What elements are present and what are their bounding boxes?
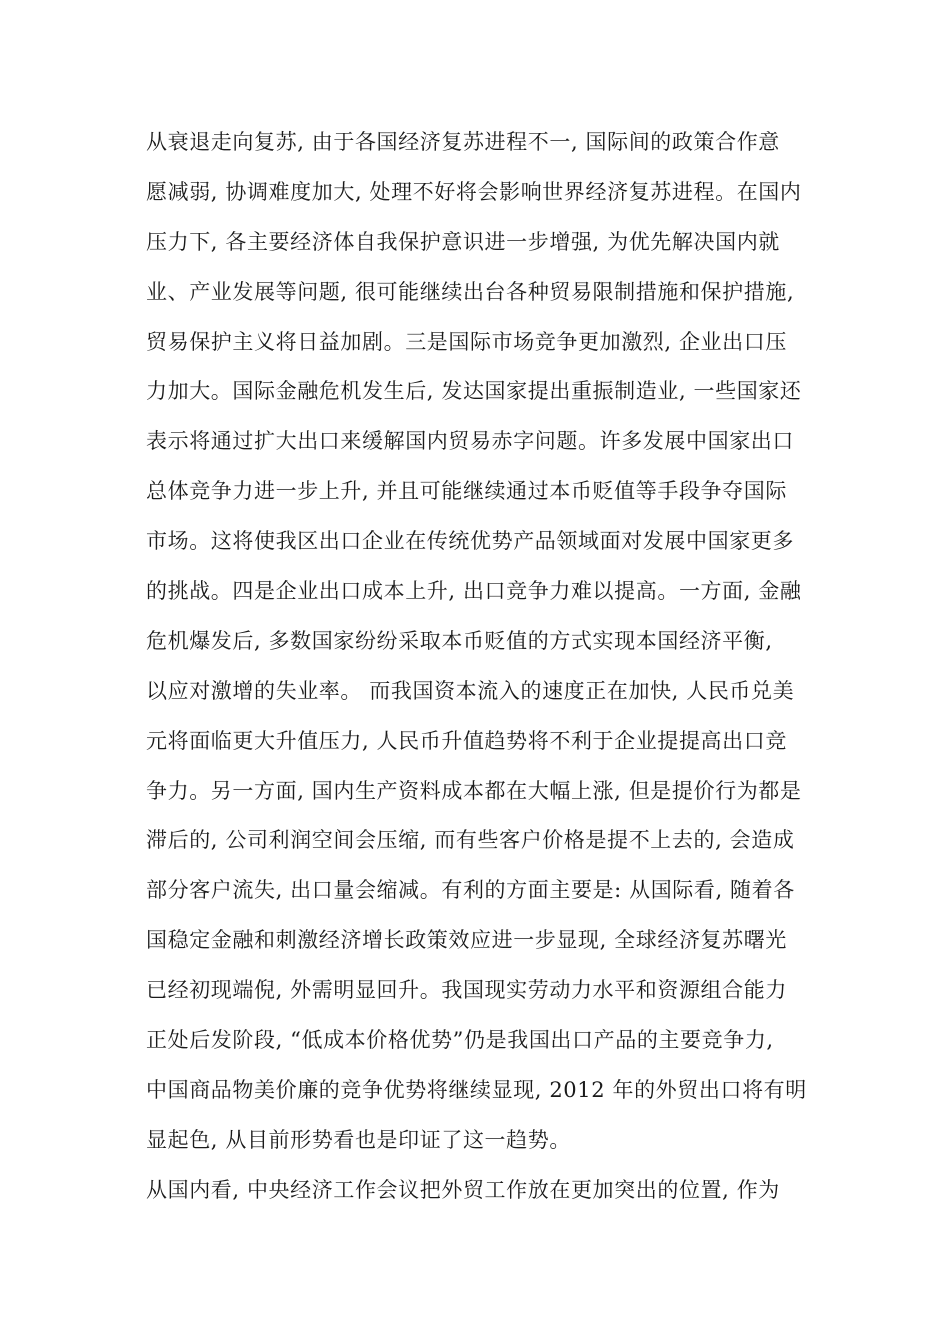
text-line: 危机爆发后, 多数国家纷纷采取本币贬值的方式实现本国经济平衡, (146, 628, 773, 653)
text-line: 从衰退走向复苏, 由于各国经济复苏进程不一, 国际间的政策合作意 (146, 130, 780, 154)
text-line: 已经初现端倪, 外需明显回升。我国现实劳动力水平和资源组合能力 (146, 978, 787, 1003)
text-line: 从国内看, 中央经济工作会议把外贸工作放在更加突出的位置, 作为 (146, 1177, 780, 1202)
text-line: 压力下, 各主要经济体自我保护意识进一步增强, 为优先解决国内就 (146, 229, 780, 254)
text-line: 滞后的, 公司利润空间会压缩, 而有些客户价格是提不上去的, 会造成 (146, 828, 795, 853)
text-line: 总体竞争力进一步上升, 并且可能继续通过本币贬值等手段争夺国际 (146, 479, 787, 504)
text-line: 中国商品物美价廉的竞争优势将继续显现, 2012 年的外贸出口将有明 (146, 1077, 807, 1102)
text-line: 力加大。国际金融危机发生后, 发达国家提出重振制造业, 一些国家还 (146, 379, 802, 404)
text-line: 表示将通过扩大出口来缓解国内贸易赤字问题。许多发展中国家出口 (146, 429, 794, 454)
text-line: 愿减弱, 协调难度加大, 处理不好将会影响世界经济复苏进程。在国内 (146, 179, 802, 204)
text-line: 争力。另一方面, 国内生产资料成本都在大幅上涨, 但是提价行为都是 (146, 778, 802, 803)
text-line: 的挑战。四是企业出口成本上升, 出口竞争力难以提高。一方面, 金融 (146, 579, 802, 604)
text-line: 贸易保护主义将日益加剧。三是国际市场竞争更加激烈, 企业出口压 (146, 329, 787, 354)
paragraph-2 (146, 1166, 826, 1216)
text-line: 显起色, 从目前形势看也是印证了这一趋势。 (146, 1127, 571, 1152)
paragraph-1 (146, 118, 826, 1166)
text-line: 元将面临更大升值压力, 人民币升值趋势将不利于企业提提高出口竞 (146, 728, 787, 753)
body-text (146, 118, 826, 1216)
text-line: 国稳定金融和刺激经济增长政策效应进一步显现, 全球经济复苏曙光 (146, 928, 787, 953)
text-line: 部分客户流失, 出口量会缩减。有利的方面主要是: 从国际看, 随着各 (146, 878, 795, 903)
text-line: 市场。这将使我区出口企业在传统优势产品领域面对发展中国家更多 (146, 529, 794, 554)
text-line: 正处后发阶段, “低成本价格优势”仍是我国出口产品的主要竞争力, (146, 1028, 774, 1053)
text-line: 业、产业发展等问题, 很可能继续出台各种贸易限制措施和保护措施, (146, 279, 795, 304)
text-line: 以应对激增的失业率。 而我国资本流入的速度正在加快, 人民币兑美 (146, 678, 795, 703)
